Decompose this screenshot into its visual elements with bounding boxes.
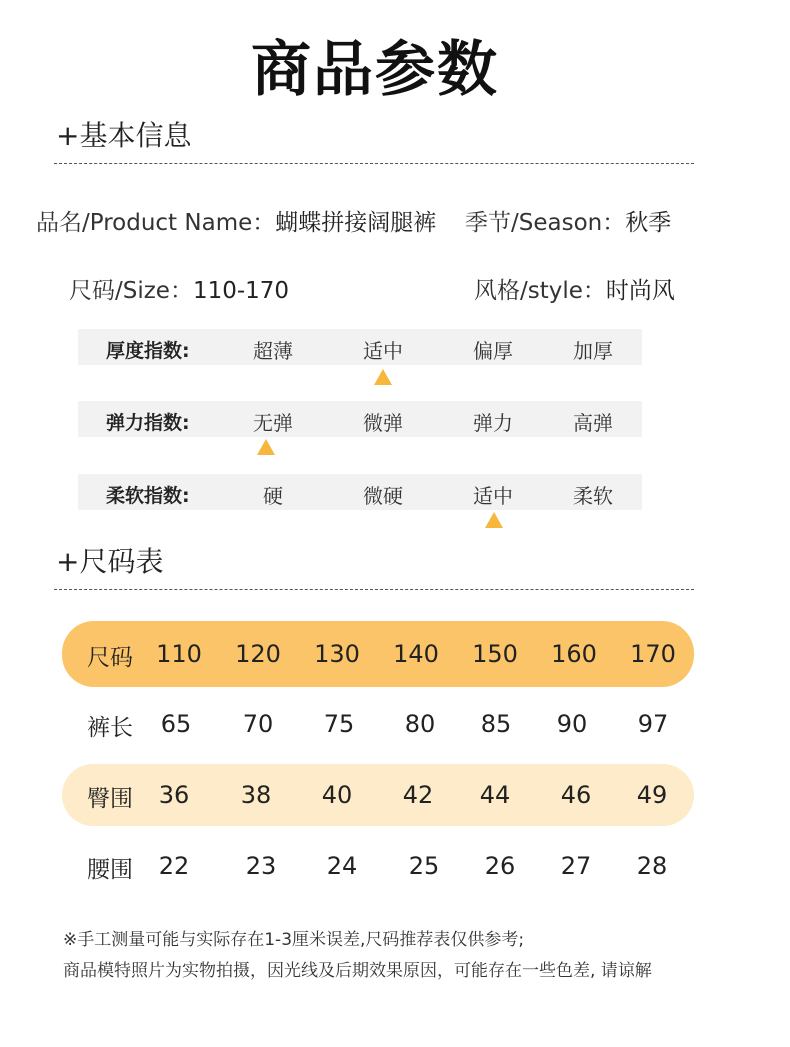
softness-index-label: 柔软指数:: [106, 485, 190, 507]
table-cell: 150: [472, 640, 518, 668]
style-label: 风格/style: [474, 278, 583, 304]
table-cell: 49: [636, 781, 668, 809]
table-cell: 28: [636, 852, 668, 880]
size-table-heading: +尺码表: [56, 545, 164, 578]
table-cell: 85: [480, 710, 512, 738]
thickness-option: 加厚: [573, 339, 613, 363]
elasticity-option: 微弹: [363, 411, 403, 435]
table-cell: 22: [158, 852, 190, 880]
divider: [54, 163, 694, 164]
table-cell: 170: [630, 640, 676, 668]
table-cell: 26: [484, 852, 516, 880]
table-cell: 90: [556, 710, 588, 738]
softness-option: 硬: [263, 484, 283, 508]
selected-triangle-icon: [257, 439, 275, 455]
table-cell: 25: [408, 852, 440, 880]
basic-info-heading: +基本信息: [56, 119, 192, 152]
table-cell: 40: [321, 781, 353, 809]
row-label-length: 裤长: [87, 715, 133, 741]
elasticity-option: 高弹: [573, 411, 613, 435]
page-title: 商品参数: [251, 35, 499, 105]
table-cell: 44: [479, 781, 511, 809]
product-name-label: 品名/Product Name: [36, 210, 253, 236]
selected-triangle-icon: [485, 512, 503, 528]
elasticity-option: 无弹: [253, 411, 293, 435]
colon: ：: [582, 278, 606, 304]
colon: ：: [169, 278, 193, 304]
table-cell: 23: [245, 852, 277, 880]
color-difference-note: 商品模特照片为实物拍摄，因光线及后期效果原因，可能存在一些色差, 请谅解: [63, 961, 652, 981]
thickness-index-label: 厚度指数:: [106, 340, 190, 362]
table-cell: 160: [551, 640, 597, 668]
softness-option: 适中: [473, 484, 513, 508]
product-name-line: [36, 204, 436, 237]
season-line: [465, 204, 671, 237]
table-cell: 140: [393, 640, 439, 668]
table-cell: 110: [156, 640, 202, 668]
style-value: 时尚风: [605, 278, 675, 304]
softness-option: 微硬: [363, 484, 403, 508]
size-value: 110-170: [192, 278, 290, 304]
measurement-note: ※手工测量可能与实际存在1-3厘米误差,尺码推荐表仅供参考;: [63, 930, 525, 950]
thickness-option: 超薄: [253, 339, 293, 363]
size-label: 尺码/Size: [69, 278, 170, 304]
divider: [54, 589, 694, 590]
table-cell: 70: [242, 710, 274, 738]
table-cell: 42: [402, 781, 434, 809]
size-line: [69, 272, 289, 305]
table-cell: 38: [240, 781, 272, 809]
table-cell: 24: [326, 852, 358, 880]
season-value: 秋季: [625, 210, 672, 236]
selected-triangle-icon: [374, 369, 392, 385]
softness-option: 柔软: [573, 484, 613, 508]
thickness-option: 偏厚: [473, 339, 513, 363]
elasticity-option: 弹力: [473, 411, 513, 435]
table-cell: 130: [314, 640, 360, 668]
product-name-value: 蝴蝶拼接阔腿裤: [275, 210, 437, 236]
elasticity-index-label: 弹力指数:: [106, 412, 190, 434]
style-line: [474, 272, 675, 305]
colon: ：: [252, 210, 276, 236]
table-cell: 65: [160, 710, 192, 738]
table-cell: 36: [158, 781, 190, 809]
thickness-option: 适中: [363, 339, 403, 363]
table-cell: 97: [637, 710, 669, 738]
table-cell: 80: [404, 710, 436, 738]
row-label-hip: 臀围: [87, 786, 133, 812]
table-cell: 75: [323, 710, 355, 738]
colon: ：: [602, 210, 626, 236]
table-cell: 46: [560, 781, 592, 809]
row-label-size: 尺码: [87, 645, 133, 671]
table-cell: 27: [560, 852, 592, 880]
season-label: 季节/Season: [465, 210, 603, 236]
table-cell: 120: [235, 640, 281, 668]
row-label-waist: 腰围: [87, 857, 133, 883]
